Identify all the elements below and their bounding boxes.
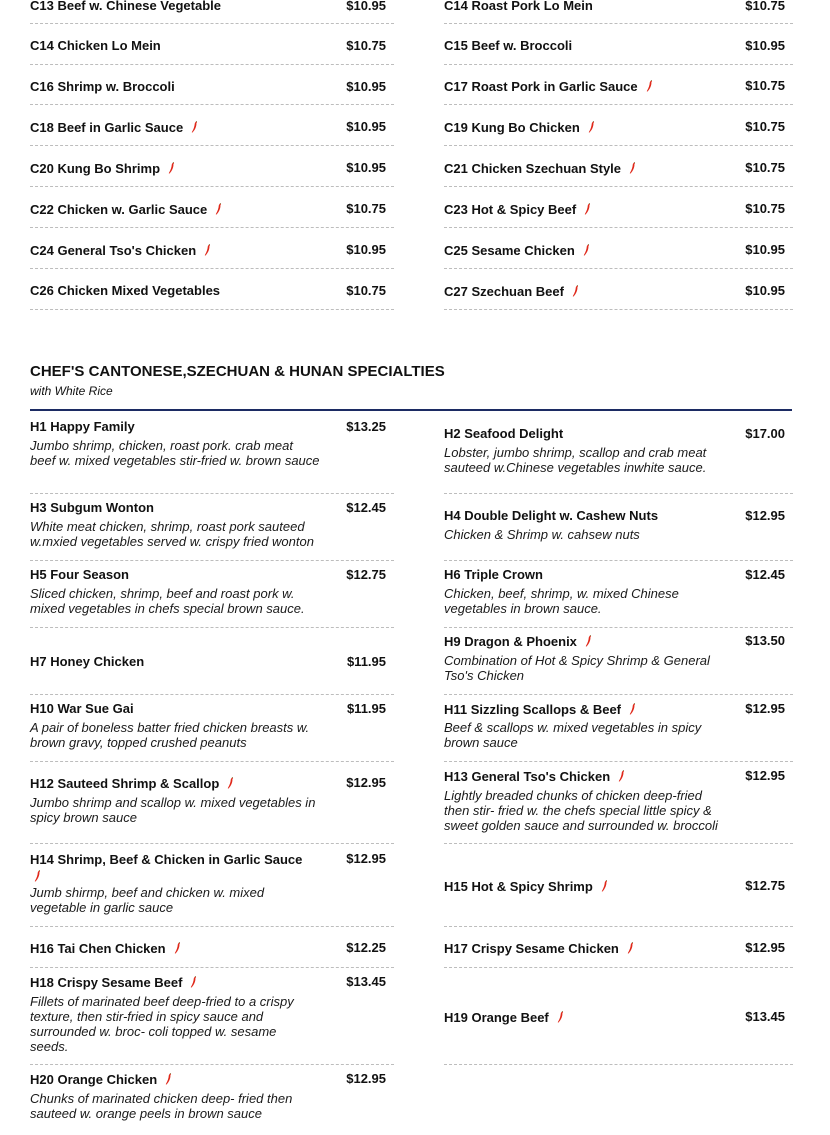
chili-pepper-icon xyxy=(191,121,198,133)
item-price: $10.95 xyxy=(346,160,386,175)
item-name: C13 Beef w. Chinese Vegetable xyxy=(30,0,221,13)
section-title: CHEF'S CANTONESE,SZECHUAN & HUNAN SPECIALTIES xyxy=(30,363,445,380)
chili-pepper-icon xyxy=(584,203,591,215)
item-name: H10 War Sue Gai xyxy=(30,701,134,716)
chili-pepper-icon xyxy=(629,703,636,715)
item-name: H16 Tai Chen Chicken xyxy=(30,941,181,956)
menu-item-h5 xyxy=(30,561,394,628)
item-name: H3 Subgum Wonton xyxy=(30,500,154,515)
chili-pepper-icon xyxy=(165,1073,172,1085)
menu-item-c23 xyxy=(444,187,793,228)
item-description: Chicken & Shrimp w. cahsew nuts xyxy=(444,527,640,542)
menu-item-c24 xyxy=(30,228,394,269)
chili-pepper-icon xyxy=(629,162,636,174)
item-name: H6 Triple Crown xyxy=(444,567,543,582)
menu-item-h7 xyxy=(30,628,394,695)
item-price: $10.75 xyxy=(745,78,785,93)
item-price: $11.95 xyxy=(346,654,386,669)
menu-item-c16 xyxy=(30,65,394,105)
item-price: $12.95 xyxy=(745,768,785,783)
chili-pepper-icon xyxy=(34,869,41,881)
item-price: $12.75 xyxy=(346,567,386,582)
item-price: $13.25 xyxy=(346,419,386,434)
item-name: H1 Happy Family xyxy=(30,419,135,434)
chili-pepper-icon xyxy=(174,942,181,954)
chili-pepper-icon xyxy=(572,285,579,297)
menu-item-h3 xyxy=(30,494,394,561)
item-price: $10.95 xyxy=(346,242,386,257)
item-name: C17 Roast Pork in Garlic Sauce xyxy=(444,79,653,94)
menu-item-c19 xyxy=(444,105,793,146)
item-price: $12.95 xyxy=(745,701,785,716)
item-price: $10.75 xyxy=(745,0,785,13)
item-price: $10.75 xyxy=(745,201,785,216)
item-price: $10.75 xyxy=(346,38,386,53)
item-name: C20 Kung Bo Shrimp xyxy=(30,161,175,176)
item-name: H19 Orange Beef xyxy=(444,1010,564,1025)
item-name: H5 Four Season xyxy=(30,567,129,582)
item-name: C16 Shrimp w. Broccoli xyxy=(30,79,175,94)
menu-item-c18 xyxy=(30,105,394,146)
item-description: White meat chicken, shrimp, roast pork sauteed w.mxied vegetables served w. crispy fried wonton xyxy=(30,519,314,549)
menu-item-h11 xyxy=(444,695,793,762)
item-price: $13.45 xyxy=(346,974,386,989)
item-name: C27 Szechuan Beef xyxy=(444,284,579,299)
menu-item-h20 xyxy=(30,1065,394,1135)
item-price: $10.75 xyxy=(346,201,386,216)
item-name: C18 Beef in Garlic Sauce xyxy=(30,120,198,135)
item-name: H2 Seafood Delight xyxy=(444,426,564,441)
item-price: $10.95 xyxy=(346,119,386,134)
item-name: H20 Orange Chicken xyxy=(30,1072,172,1087)
menu-item-h14 xyxy=(30,844,394,927)
item-price: $12.95 xyxy=(745,508,785,523)
menu-item-c14 xyxy=(30,24,394,65)
item-price: $13.45 xyxy=(745,1009,785,1024)
item-name: H9 Dragon & Phoenix xyxy=(444,634,592,649)
chili-pepper-icon xyxy=(627,942,634,954)
menu-item-h18 xyxy=(30,968,394,1065)
item-description: A pair of boneless batter fried chicken breasts w. brown gravy, topped crushed peanuts xyxy=(30,720,310,750)
item-price: $10.75 xyxy=(745,160,785,175)
chili-pepper-icon xyxy=(583,244,590,256)
chili-pepper-icon xyxy=(190,976,197,988)
item-name: C14 Chicken Lo Mein xyxy=(30,38,161,53)
item-name: C26 Chicken Mixed Vegetables xyxy=(30,283,221,298)
section-divider xyxy=(30,409,792,411)
item-price: $10.75 xyxy=(346,283,386,298)
item-price: $10.95 xyxy=(745,38,785,53)
item-name: H17 Crispy Sesame Chicken xyxy=(444,941,634,956)
item-description: Chicken, beef, shrimp, w. mixed Chinese vegetables in brown sauce. xyxy=(444,586,679,616)
chili-pepper-icon xyxy=(204,244,211,256)
menu-item-h15 xyxy=(444,844,793,927)
item-name: C25 Sesame Chicken xyxy=(444,243,590,258)
item-name: C22 Chicken w. Garlic Sauce xyxy=(30,202,222,217)
menu-item-h4 xyxy=(444,494,793,561)
item-name: H15 Hot & Spicy Shrimp xyxy=(444,879,608,894)
item-name: C19 Kung Bo Chicken xyxy=(444,120,595,135)
menu-item-c27 xyxy=(444,269,793,310)
menu-item-h16 xyxy=(30,927,394,968)
item-description: Beef & scallops w. mixed vegetables in spicy brown sauce xyxy=(444,720,702,750)
item-price: $11.95 xyxy=(346,701,386,716)
item-name: H4 Double Delight w. Cashew Nuts xyxy=(444,508,659,523)
chili-pepper-icon xyxy=(227,777,234,789)
menu-item-c25 xyxy=(444,228,793,269)
item-name: H11 Sizzling Scallops & Beef xyxy=(444,702,636,717)
menu-item-h13 xyxy=(444,762,793,844)
item-price: $10.75 xyxy=(745,119,785,134)
item-price: $12.95 xyxy=(346,851,386,866)
menu-item-h12 xyxy=(30,762,394,844)
item-name: C14 Roast Pork Lo Mein xyxy=(444,0,593,13)
item-description: Sliced chicken, shrimp, beef and roast pork w. mixed vegetables in chefs special brown sauce. xyxy=(30,586,305,616)
chili-pepper-icon xyxy=(618,770,625,782)
item-description: Fillets of marinated beef deep-fried to a crispy texture, then stir-fried in spicy sauce and surrounded w. broc- coli topped w. sesame seeds. xyxy=(30,994,294,1054)
item-price: $12.45 xyxy=(745,567,785,582)
menu-item-c26 xyxy=(30,269,394,310)
item-price: $17.00 xyxy=(745,426,785,441)
item-description: Combination of Hot & Spicy Shrimp & General Tso's Chicken xyxy=(444,653,710,683)
item-price: $12.75 xyxy=(745,878,785,893)
item-description: Jumb shirmp, beef and chicken w. mixed vegetable in garlic sauce xyxy=(30,885,265,915)
item-price: $12.25 xyxy=(346,940,386,955)
menu-item-c17 xyxy=(444,65,793,105)
item-price: $12.95 xyxy=(346,1071,386,1086)
menu-item-h2 xyxy=(444,412,793,494)
item-price: $10.95 xyxy=(346,0,386,13)
item-description: Jumbo shrimp, chicken, roast pork. crab meat beef w. mixed vegetables stir-fried w. brown sauce xyxy=(30,438,320,468)
menu-item-c13 xyxy=(30,0,394,24)
menu-item-c15 xyxy=(444,24,793,65)
menu-item-h9 xyxy=(444,628,793,695)
item-name: H14 Shrimp, Beef & Chicken in Garlic Sauce xyxy=(30,851,315,885)
item-price: $12.45 xyxy=(346,500,386,515)
menu-item-c22 xyxy=(30,187,394,228)
chili-pepper-icon xyxy=(646,80,653,92)
item-description: Lightly breaded chunks of chicken deep-fried then stir- fried w. the chefs special little spicy & sweet golden sauce and surrounded w. broccoli xyxy=(444,788,718,833)
item-price: $12.95 xyxy=(745,940,785,955)
item-description: Chunks of marinated chicken deep- fried then sauteed w. orange peels in brown sauce xyxy=(30,1091,293,1121)
item-price: $12.95 xyxy=(346,775,386,790)
item-name: C23 Hot & Spicy Beef xyxy=(444,202,591,217)
item-name: C15 Beef w. Broccoli xyxy=(444,38,573,53)
item-price: $10.95 xyxy=(745,283,785,298)
item-price: $13.50 xyxy=(745,633,785,648)
chili-pepper-icon xyxy=(601,880,608,892)
menu-item-h19 xyxy=(444,968,793,1065)
chili-pepper-icon xyxy=(168,162,175,174)
item-price: $10.95 xyxy=(346,79,386,94)
item-name: C21 Chicken Szechuan Style xyxy=(444,161,636,176)
item-name: H7 Honey Chicken xyxy=(30,654,145,669)
menu-item-c20 xyxy=(30,146,394,187)
menu-item-h6 xyxy=(444,561,793,628)
item-name: C24 General Tso's Chicken xyxy=(30,243,211,258)
chili-pepper-icon xyxy=(588,121,595,133)
item-name: H18 Crispy Sesame Beef xyxy=(30,975,197,990)
item-description: Jumbo shrimp and scallop w. mixed vegetables in spicy brown sauce xyxy=(30,795,316,825)
menu-item-h1 xyxy=(30,412,394,494)
item-price: $10.95 xyxy=(745,242,785,257)
menu-item-h17 xyxy=(444,927,793,968)
menu-item-h10 xyxy=(30,695,394,762)
chili-pepper-icon xyxy=(215,203,222,215)
item-description: Lobster, jumbo shrimp, scallop and crab meat sauteed w.Chinese vegetables inwhite sauce. xyxy=(444,445,707,475)
item-name: H13 General Tso's Chicken xyxy=(444,769,625,784)
chili-pepper-icon xyxy=(585,635,592,647)
section-subtitle: with White Rice xyxy=(30,384,113,398)
menu-item-c14-roast-pork xyxy=(444,0,793,24)
item-name: H12 Sauteed Shrimp & Scallop xyxy=(30,776,234,791)
chili-pepper-icon xyxy=(557,1011,564,1023)
menu-item-c21 xyxy=(444,146,793,187)
